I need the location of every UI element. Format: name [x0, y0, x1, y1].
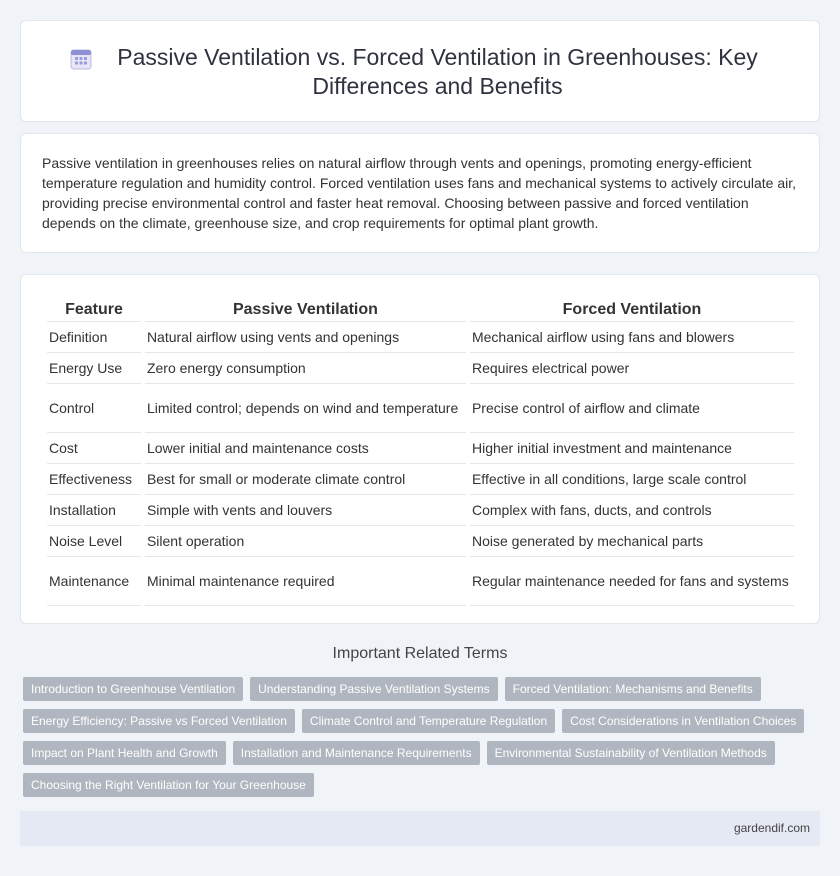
footer-bar	[20, 811, 820, 846]
table-row	[47, 526, 794, 557]
column-header-feature: Feature	[47, 296, 141, 322]
table-row	[47, 557, 794, 606]
related-terms-list	[23, 677, 813, 805]
page-title: Passive Ventilation vs. Forced Ventilation in Greenhouses: Key Differences and Benefits	[117, 44, 758, 99]
table-row	[47, 322, 794, 353]
feature-cell: Effectiveness	[47, 464, 141, 495]
intro-paragraph: Passive ventilation in greenhouses relies on natural airflow through vents and openings, promoting energy-efficient temperature regulation and humidity control. Forced ventilation uses fans and mechanical systems to actively circulate air, providing precise environmental control and faster heat removal. Choosing between passive and forced ventilation depends on the climate, greenhouse size, and crop requirements for optimal plant growth.	[42, 155, 797, 231]
feature-cell: Cost	[47, 433, 141, 464]
passive-cell: Natural airflow using vents and openings	[145, 322, 466, 353]
forced-cell: Higher initial investment and maintenance	[470, 433, 794, 464]
related-term-tag[interactable]: Understanding Passive Ventilation Systems	[250, 677, 497, 701]
comparison-table	[43, 296, 798, 606]
related-term-tag[interactable]: Introduction to Greenhouse Ventilation	[23, 677, 243, 701]
feature-cell: Control	[47, 384, 141, 433]
passive-cell: Zero energy consumption	[145, 353, 466, 384]
related-term-tag[interactable]: Cost Considerations in Ventilation Choices	[562, 709, 804, 733]
related-term-tag[interactable]: Climate Control and Temperature Regulation	[302, 709, 555, 733]
forced-cell: Effective in all conditions, large scale control	[470, 464, 794, 495]
forced-cell: Complex with fans, ducts, and controls	[470, 495, 794, 526]
feature-cell: Maintenance	[47, 557, 141, 606]
column-header-forced: Forced Ventilation	[470, 296, 794, 322]
passive-cell: Lower initial and maintenance costs	[145, 433, 466, 464]
table-header-row	[47, 296, 794, 322]
feature-cell: Noise Level	[47, 526, 141, 557]
forced-cell: Regular maintenance needed for fans and systems	[470, 557, 794, 606]
related-terms-heading: Important Related Terms	[332, 645, 508, 662]
header-card	[20, 20, 820, 122]
forced-cell: Mechanical airflow using fans and blowers	[470, 322, 794, 353]
column-header-passive: Passive Ventilation	[145, 296, 466, 322]
related-term-tag[interactable]: Energy Efficiency: Passive vs Forced Ventilation	[23, 709, 295, 733]
related-term-tag[interactable]: Forced Ventilation: Mechanisms and Benefits	[505, 677, 761, 701]
table-row	[47, 495, 794, 526]
passive-cell: Limited control; depends on wind and temperature	[145, 384, 466, 433]
feature-cell: Installation	[47, 495, 141, 526]
related-term-tag[interactable]: Impact on Plant Health and Growth	[23, 741, 226, 765]
feature-cell: Energy Use	[47, 353, 141, 384]
passive-cell: Simple with vents and louvers	[145, 495, 466, 526]
passive-cell: Best for small or moderate climate control	[145, 464, 466, 495]
passive-cell: Minimal maintenance required	[145, 557, 466, 606]
related-term-tag[interactable]: Installation and Maintenance Requirements	[233, 741, 480, 765]
table-row	[47, 353, 794, 384]
table-row	[47, 464, 794, 495]
table-row	[47, 384, 794, 433]
forced-cell: Requires electrical power	[470, 353, 794, 384]
forced-cell: Noise generated by mechanical parts	[470, 526, 794, 557]
related-term-tag[interactable]: Choosing the Right Ventilation for Your Greenhouse	[23, 773, 314, 797]
footer-source[interactable]: gardendif.com	[733, 821, 810, 835]
feature-cell: Definition	[47, 322, 141, 353]
forced-cell: Precise control of airflow and climate	[470, 384, 794, 433]
passive-cell: Silent operation	[145, 526, 466, 557]
intro-card	[20, 133, 820, 253]
related-term-tag[interactable]: Environmental Sustainability of Ventilation Methods	[487, 741, 775, 765]
table-row	[47, 433, 794, 464]
comparison-table-card	[20, 274, 820, 624]
